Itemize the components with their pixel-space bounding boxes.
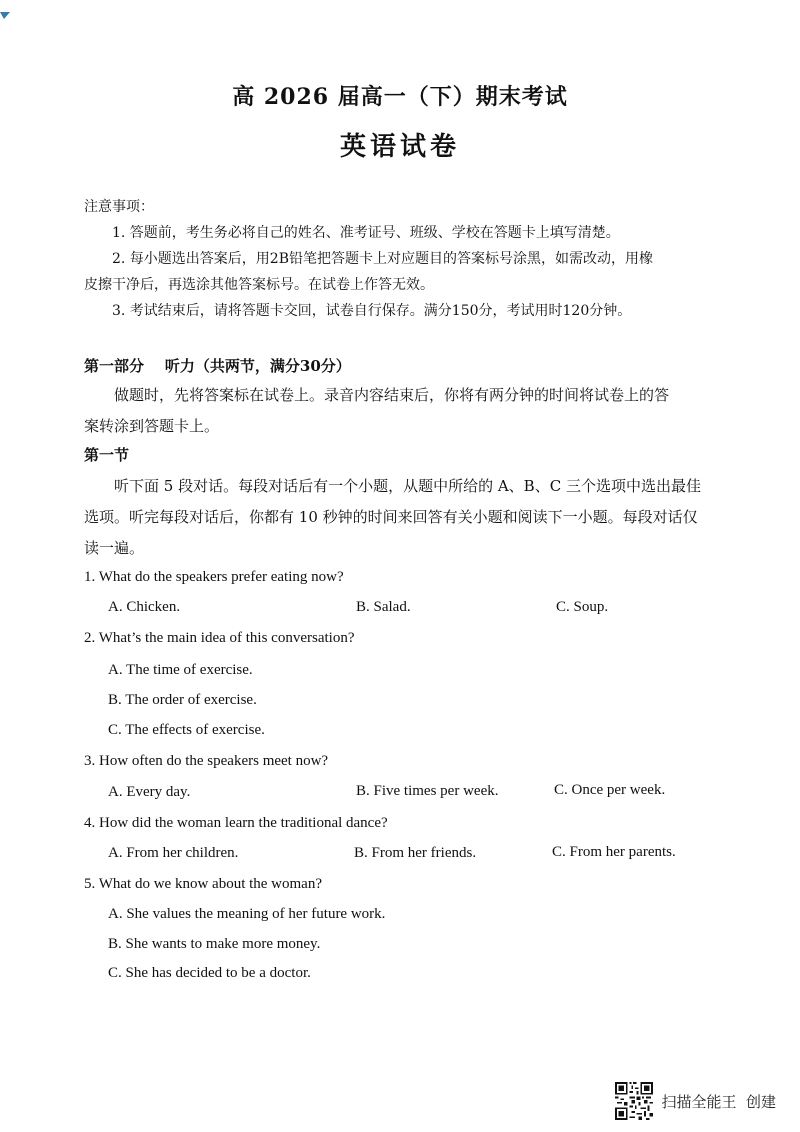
question-2: 2. What’s the main idea of this conversation?	[84, 630, 355, 646]
notice-item: 皮擦干净后，再选涂其他答案标号。在试卷上作答无效。	[84, 277, 434, 293]
part1-block	[84, 352, 744, 442]
option-a: A. Every day.	[108, 784, 191, 800]
notice-heading: 注意事项：	[84, 199, 154, 215]
option-a: A. She values the meaning of her future work.	[108, 906, 386, 922]
section1-instruction: 读一遍。	[84, 539, 145, 557]
option-b: B. The order of exercise.	[108, 692, 257, 708]
qr-code-icon	[615, 1082, 653, 1120]
section1-block	[84, 443, 744, 564]
corner-mark-icon	[0, 10, 14, 20]
option-b: B. From her friends.	[354, 845, 477, 861]
part1-instruction: 案转涂到答题卡上。	[84, 417, 220, 435]
notice-item: 2. 每小题选出答案后，用2B铅笔把答题卡上对应题目的答案标号涂黑，如需改动，用橡	[112, 251, 654, 267]
section1-instruction: 听下面 5 段对话。每段对话后有一个小题，从题中所给的 A、B、C 三个选项中选出最佳	[114, 477, 701, 495]
section1-instruction: 选项。听完每段对话后，你都有 10 秒钟的时间来回答有关小题和阅读下一小题。每段对话仅	[84, 508, 698, 526]
option-a: A. From her children.	[108, 845, 239, 861]
section1-heading: 第一节	[84, 446, 130, 464]
notice-item: 1. 答题前，考生务必将自己的姓名、准考证号、班级、学校在答题卡上填写清楚。	[112, 225, 620, 241]
option-b: B. Salad.	[356, 599, 411, 615]
option-c: C. She has decided to be a doctor.	[108, 965, 311, 981]
option-c: C. From her parents.	[552, 844, 676, 860]
option-c: C. The effects of exercise.	[108, 722, 265, 738]
option-c: C. Soup.	[556, 599, 609, 615]
exam-title: 高 2026 届高一（下）期末考试	[232, 84, 568, 110]
option-b: B. She wants to make more money.	[108, 936, 321, 952]
part1-instruction: 做题时，先将答案标在试卷上。录音内容结束后，你将有两分钟的时间将试卷上的答	[114, 386, 670, 404]
question-3: 3. How often do the speakers meet now?	[84, 753, 329, 769]
part1-heading: 第一部分 听力（共两节，满分30分）	[84, 357, 351, 375]
question-1: 1. What do the speakers prefer eating now?	[84, 569, 344, 585]
exam-subtitle: 英语试卷	[339, 132, 460, 162]
notice-item: 3. 考试结束后，请将答题卡交回，试卷自行保存。满分150分，考试用时120分钟。	[112, 303, 632, 319]
option-a: A. The time of exercise.	[108, 662, 253, 678]
option-a: A. Chicken.	[108, 599, 181, 615]
question-5: 5. What do we know about the woman?	[84, 876, 323, 892]
scanner-watermark	[615, 1082, 776, 1120]
option-b: B. Five times per week.	[356, 783, 499, 799]
notice-block	[84, 194, 724, 324]
question-4: 4. How did the woman learn the traditional dance?	[84, 815, 388, 831]
option-c: C. Once per week.	[554, 782, 666, 798]
watermark-label: 扫描全能王 创建	[661, 1092, 776, 1111]
